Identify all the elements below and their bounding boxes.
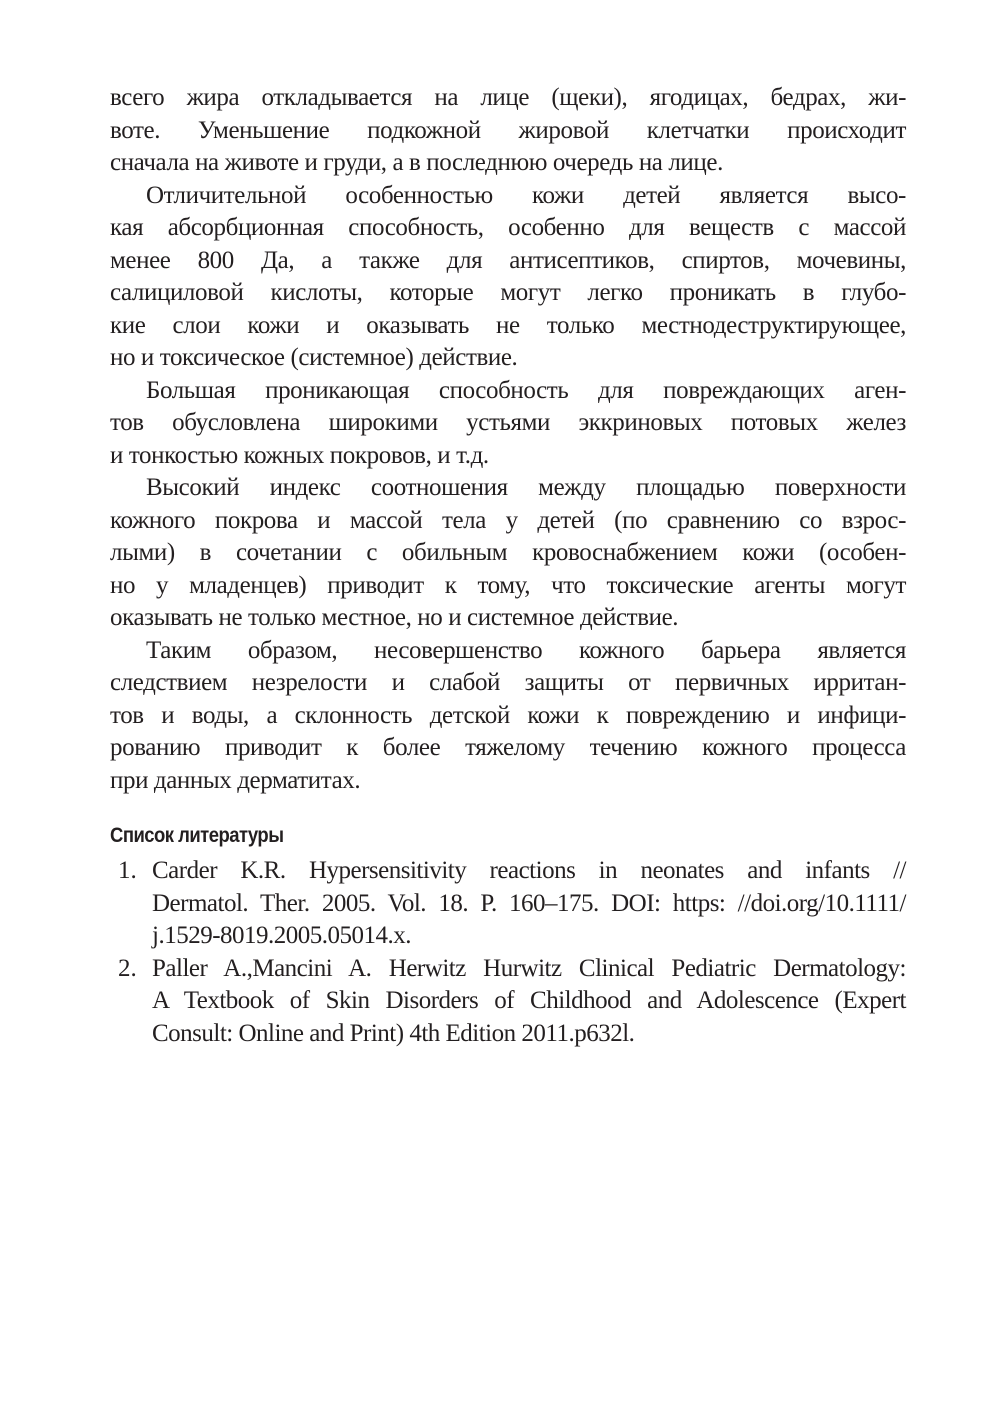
text-line: Высокий индекс соотношения между площадью поверхности [146,474,906,501]
reference-line: j.1529-8019.2005.05014.x. [152,922,412,949]
text-line: и тонкостью кожных покровов, и т.д. [110,441,489,469]
references-list [110,855,906,1050]
text-line: следствием незрелости и слабой защиты от первичных ирритан- [110,669,906,696]
paragraph-4 [110,472,906,635]
text-line: салициловой кислоты, которые могут легко проникать в глубо- [110,279,906,306]
reference-number: 2. [118,954,137,982]
reference-line: Carder K.R. Hypersensitivity reactions in neonates and infants // [152,857,906,884]
paragraph-3 [110,375,906,473]
text-line: тов обусловлена широкими устьями эккриновых потовых желез [110,409,906,436]
text-line: кая абсорбционная способность, особенно для веществ с массой [110,214,906,241]
text-line: Большая проникающая способность для повреждающих аген- [146,376,906,404]
text-line: при данных дерматитах. [110,766,361,794]
reference-line: Consult: Online and Print) 4th Edition 2011.p632l. [152,1019,635,1047]
text-line: менее 800 Да, а также для антисептиков, спиртов, мочевины, [110,246,906,274]
references-heading: Список литературы [110,824,284,847]
reference-item [110,953,906,1051]
text-line: но и токсическое (системное) действие. [110,344,518,371]
text-line: тов и воды, а склонность детской кожи к повреждению и инфици- [110,701,906,729]
text-line: кожного покрова и массой тела у детей (по сравнению со взрос- [110,506,906,534]
document-page [110,82,906,1050]
text-line: рованию приводит к более тяжелому течению кожного процесса [110,734,906,761]
text-line: но у младенцев) приводит к тому, что токсические агенты могут [110,571,906,599]
text-line: оказывать не только местное, но и системное действие. [110,604,679,631]
reference-line: Paller A.,Mancini A. Herwitz Hurwitz Clinical Pediatric Dermatology: [152,954,906,982]
reference-line: A Textbook of Skin Disorders of Childhood and Adolescence (Expert [152,987,906,1014]
text-line: лыми) в сочетании с обильным кровоснабжением кожи (особен- [110,539,906,566]
paragraph-2 [110,180,906,375]
text-line: кие слои кожи и оказывать не только местнодеструктирующее, [110,311,906,339]
text-line: всего жира откладывается на лице (щеки), ягодицах, бедрах, жи- [110,84,906,111]
reference-item [110,855,906,953]
paragraph-5 [110,635,906,798]
reference-number: 1. [118,857,137,884]
reference-line: Dermatol. Ther. 2005. Vol. 18. P. 160–175. DOI: https: //doi.org/10.1111/ [152,889,906,917]
paragraph-1 [110,82,906,180]
text-line: сначала на животе и груди, а в последнюю очередь на лице. [110,149,723,176]
text-line: воте. Уменьшение подкожной жировой клетчатки происходит [110,116,906,144]
text-line: Таким образом, несовершенство кожного барьера является [146,636,906,664]
text-line: Отличительной особенностью кожи детей является высо- [146,181,906,209]
